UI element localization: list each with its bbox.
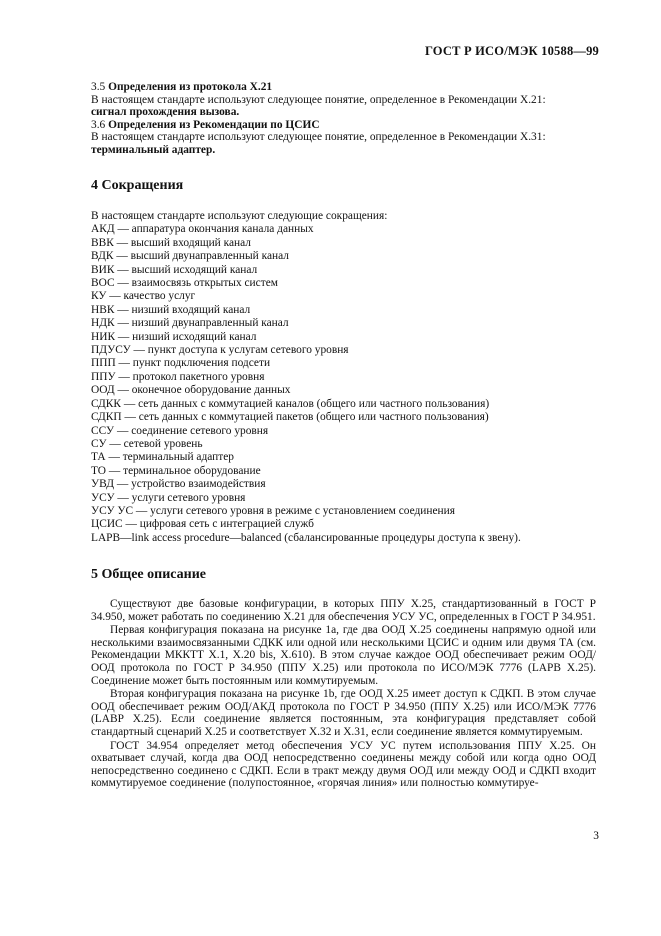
section-3-6-title: Определения из Рекомендации по ЦСИС [108, 118, 320, 131]
section-3-5-term: сигнал прохождения вызова. [91, 106, 240, 119]
abbreviation-item: НВК — низший входящий канал [91, 303, 251, 316]
abbreviation-item: ТО — терминальное оборудование [91, 464, 261, 477]
paragraph: Существуют две базовые конфигурации, в которых ППУ X.25, стандартизованный в ГОСТ Р 34.950, может работать по соединению X.21 для обеспечения УСУ УС, определенных в ГОСТ Р 34.951. [91, 598, 596, 623]
abbreviation-item: ВВК — высший входящий канал [91, 236, 251, 249]
section-3-6-heading [91, 119, 596, 132]
section-3-6-number: 3.6 [91, 118, 106, 131]
abbreviation-item: ТА — терминальный адаптер [91, 451, 234, 464]
page-number: 3 [593, 830, 599, 842]
abbreviation-item: ВИК — высший исходящий канал [91, 263, 258, 276]
section-3-5-number: 3.5 [91, 81, 106, 93]
abbreviation-item: ПДУСУ — пункт доступа к услугам сетевого уровня [91, 344, 349, 357]
abbreviation-item: LAPB—link access procedure—balanced (сбалансированные процедуры доступа к звену). [91, 531, 521, 544]
section-5-heading: 5 Общее описание [91, 567, 207, 582]
abbreviation-item: ППП — пункт подключения подсети [91, 357, 271, 370]
general-description [91, 598, 596, 791]
abbreviation-item: АКД — аппаратура окончания канала данных [91, 223, 314, 236]
abbreviation-item: УСУ — услуги сетевого уровня [91, 491, 246, 504]
abbreviation-item: НИК — низший исходящий канал [91, 330, 257, 343]
section-3-5-title: Определения из протокола X.21 [108, 81, 273, 93]
abbreviation-item: ООД — оконечное оборудование данных [91, 384, 291, 397]
abbreviations-list [91, 210, 596, 545]
abbreviation-item: ЦСИС — цифровая сеть с интеграцией служб [91, 518, 314, 531]
abbreviation-item: УСУ УС — услуги сетевого уровня в режиме с установлением соединения [91, 504, 455, 517]
abbreviation-item: СДКП — сеть данных с коммутацией пакетов (общего или частного пользования) [91, 411, 489, 424]
abbreviation-item: ВДК — высший двунаправленный канал [91, 250, 289, 263]
paragraph: Первая конфигурация показана на рисунке 1a, где два ООД X.25 соединены напрямую одной или несколькими взаимосвязанными СДКК или одной или несколькими ЦСИС и одним или двумя ТА (см. Рекомендации МККТТ X.1, X.20 bis, X.610). В этом случае каждое ООД обеспечивает режим ООД/ООД протокола по ГОСТ Р 34.950 (ППУ X.25) или протокола по ИСО/МЭК 7776 (LAPB X.25). Соединение может быть постоянным или коммутируемым. [91, 624, 596, 687]
abbreviations-intro: В настоящем стандарте используют следующие сокращения: [91, 210, 388, 222]
paragraph: Вторая конфигурация показана на рисунке 1b, где ООД X.25 имеет доступ к СДКП. В этом случае ООД обеспечивает режим ООД/АКД протокола по ГОСТ Р 34.950 (ППУ X.25) или ИСО/МЭК 7776 (LABP X.25). Если соединение является постоянным, эта конфигурация представляет собой стандартный сценарий X.25 и соответствует X.32 и X.31, если соединение является коммутируемым. [91, 688, 596, 738]
abbreviation-item: СДКК — сеть данных с коммутацией каналов (общего или частного пользования) [91, 397, 490, 410]
abbreviation-item: КУ — качество услуг [91, 290, 196, 303]
abbreviation-item: ВОС — взаимосвязь открытых систем [91, 277, 278, 290]
section-3-6-term: терминальный адаптер. [91, 143, 216, 156]
section-3-5-heading [91, 81, 596, 94]
running-header: ГОСТ Р ИСО/МЭК 10588—99 [424, 44, 599, 58]
abbreviation-item: УВД — устройство взаимодействия [91, 478, 266, 491]
abbreviation-item: НДК — низший двунаправленный канал [91, 317, 289, 330]
section-4-heading: 4 Сокращения [91, 178, 184, 193]
abbreviation-item: ППУ — протокол пакетного уровня [91, 370, 265, 383]
abbreviation-item: ССУ — соединение сетевого уровня [91, 424, 269, 437]
section-3-5-text: В настоящем стандарте используют следующее понятие, определенное в Рекомендации X.21: [91, 93, 546, 106]
abbreviation-item: СУ — сетевой уровень [91, 437, 203, 450]
definitions-block [91, 81, 596, 157]
paragraph: ГОСТ 34.954 определяет метод обеспечения УСУ УС путем использования ППУ X.25. Он охватывает случай, когда два ООД непосредственно соединены между собой или когда одно ООД непосредственно соединено с СДКП. Если в тракт между двумя ООД или между ООД и СДКП входит коммутируемое соединение (полупостоянное, «горячая линия» или полностью коммутируе- [91, 739, 596, 790]
section-3-6-text: В настоящем стандарте используют следующее понятие, определенное в Рекомендации X.31: [91, 131, 546, 144]
